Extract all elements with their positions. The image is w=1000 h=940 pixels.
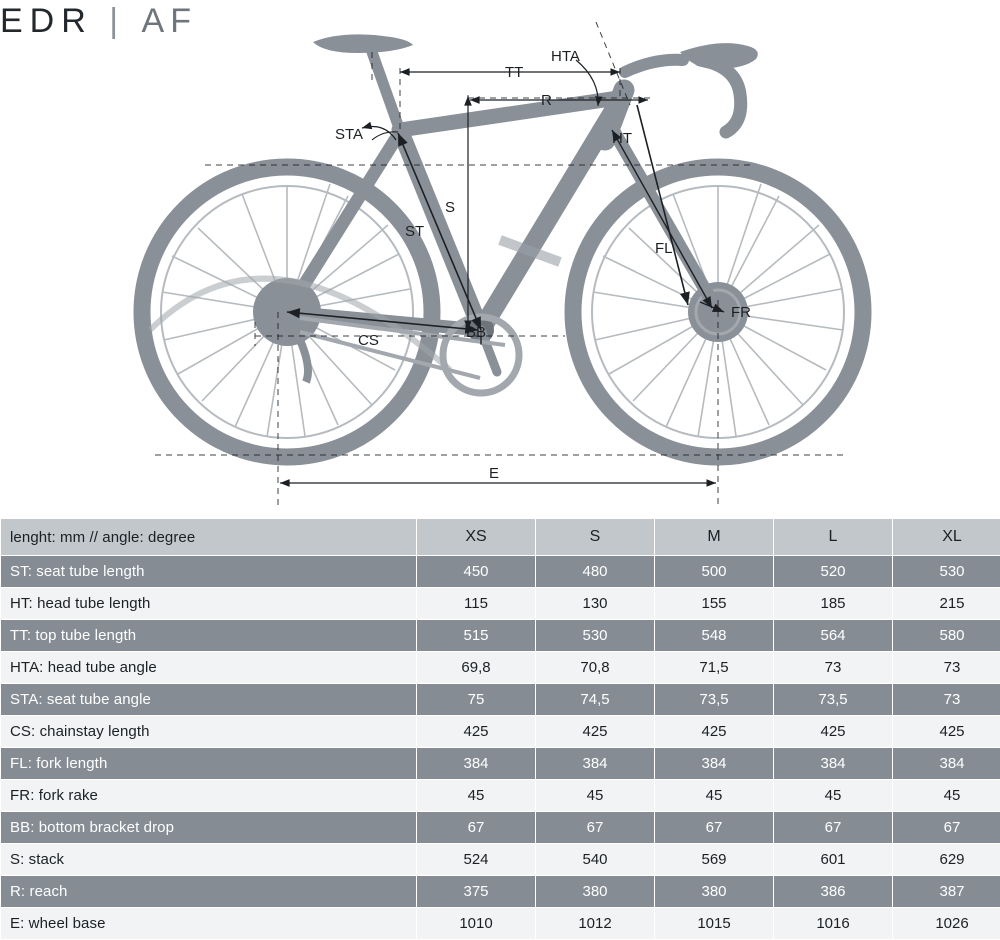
- row-value: 425: [774, 716, 893, 748]
- table-header-row: [1, 519, 1000, 556]
- row-value: 215: [893, 588, 1000, 620]
- row-value: 74,5: [536, 684, 655, 716]
- size-header-m: M: [655, 519, 774, 556]
- row-value: 155: [655, 588, 774, 620]
- table-row: [1, 812, 1000, 844]
- row-label: BB: bottom bracket drop: [1, 812, 417, 844]
- row-value: 601: [774, 844, 893, 876]
- label-s: S: [445, 199, 455, 216]
- row-value: 1026: [893, 908, 1000, 940]
- row-value: 386: [774, 876, 893, 908]
- units-note: lenght: mm // angle: degree: [1, 519, 417, 556]
- table-row: [1, 716, 1000, 748]
- label-st: ST: [405, 223, 424, 240]
- row-value: 530: [536, 620, 655, 652]
- geometry-table-body: [1, 519, 1000, 940]
- table-row: [1, 684, 1000, 716]
- row-value: 67: [536, 812, 655, 844]
- row-value: 67: [893, 812, 1000, 844]
- row-value: 375: [417, 876, 536, 908]
- row-value: 1015: [655, 908, 774, 940]
- row-value: 425: [417, 716, 536, 748]
- row-value: 380: [536, 876, 655, 908]
- row-label: R: reach: [1, 876, 417, 908]
- row-value: 500: [655, 556, 774, 588]
- row-value: 384: [655, 748, 774, 780]
- size-header-l: L: [774, 519, 893, 556]
- table-row: [1, 652, 1000, 684]
- row-value: 75: [417, 684, 536, 716]
- row-label: ST: seat tube length: [1, 556, 417, 588]
- table-row: [1, 876, 1000, 908]
- row-value: 564: [774, 620, 893, 652]
- row-label: STA: seat tube angle: [1, 684, 417, 716]
- row-value: 548: [655, 620, 774, 652]
- label-sta: STA: [335, 126, 363, 143]
- row-value: 387: [893, 876, 1000, 908]
- row-value: 384: [536, 748, 655, 780]
- model-name: AF: [142, 2, 197, 40]
- row-value: 480: [536, 556, 655, 588]
- row-value: 425: [893, 716, 1000, 748]
- row-value: 45: [893, 780, 1000, 812]
- table-row: [1, 588, 1000, 620]
- label-e: E: [489, 465, 499, 482]
- row-value: 1012: [536, 908, 655, 940]
- size-header-s: S: [536, 519, 655, 556]
- row-value: 185: [774, 588, 893, 620]
- row-value: 425: [655, 716, 774, 748]
- row-value: 73: [893, 652, 1000, 684]
- row-value: 629: [893, 844, 1000, 876]
- row-label: FL: fork length: [1, 748, 417, 780]
- table-row: [1, 620, 1000, 652]
- row-value: 67: [655, 812, 774, 844]
- row-value: 580: [893, 620, 1000, 652]
- row-value: 515: [417, 620, 536, 652]
- row-value: 384: [893, 748, 1000, 780]
- row-label: HTA: head tube angle: [1, 652, 417, 684]
- row-label: TT: top tube length: [1, 620, 417, 652]
- row-value: 70,8: [536, 652, 655, 684]
- label-fl: FL: [655, 240, 673, 257]
- row-value: 450: [417, 556, 536, 588]
- row-value: 1010: [417, 908, 536, 940]
- row-value: 73,5: [655, 684, 774, 716]
- row-label: CS: chainstay length: [1, 716, 417, 748]
- row-value: 71,5: [655, 652, 774, 684]
- row-value: 130: [536, 588, 655, 620]
- row-value: 520: [774, 556, 893, 588]
- label-bb: BB: [466, 324, 486, 341]
- row-label: S: stack: [1, 844, 417, 876]
- row-value: 384: [417, 748, 536, 780]
- row-value: 530: [893, 556, 1000, 588]
- row-value: 524: [417, 844, 536, 876]
- brand-name: EDR: [0, 2, 93, 40]
- row-value: 425: [536, 716, 655, 748]
- row-value: 67: [417, 812, 536, 844]
- row-value: 73: [774, 652, 893, 684]
- row-value: 45: [536, 780, 655, 812]
- row-value: 45: [774, 780, 893, 812]
- table-row: [1, 844, 1000, 876]
- size-header-xl: XL: [893, 519, 1000, 556]
- row-value: 73,5: [774, 684, 893, 716]
- row-value: 540: [536, 844, 655, 876]
- table-row: [1, 908, 1000, 940]
- row-value: 1016: [774, 908, 893, 940]
- row-label: HT: head tube length: [1, 588, 417, 620]
- table-row: [1, 748, 1000, 780]
- row-value: 67: [774, 812, 893, 844]
- row-value: 45: [655, 780, 774, 812]
- row-label: FR: fork rake: [1, 780, 417, 812]
- row-value: 384: [774, 748, 893, 780]
- label-fr: FR: [731, 304, 751, 321]
- row-label: E: wheel base: [1, 908, 417, 940]
- logo-separator: |: [109, 2, 125, 40]
- row-value: 569: [655, 844, 774, 876]
- row-value: 380: [655, 876, 774, 908]
- table-row: [1, 780, 1000, 812]
- label-ht: HT: [612, 130, 632, 147]
- row-value: 115: [417, 588, 536, 620]
- label-hta: HTA: [551, 48, 580, 65]
- geometry-table: [0, 518, 1000, 940]
- size-header-xs: XS: [417, 519, 536, 556]
- label-r: R: [541, 92, 552, 109]
- row-value: 69,8: [417, 652, 536, 684]
- label-tt: TT: [505, 64, 523, 81]
- label-cs: CS: [358, 332, 379, 349]
- row-value: 45: [417, 780, 536, 812]
- row-value: 73: [893, 684, 1000, 716]
- table-row: [1, 556, 1000, 588]
